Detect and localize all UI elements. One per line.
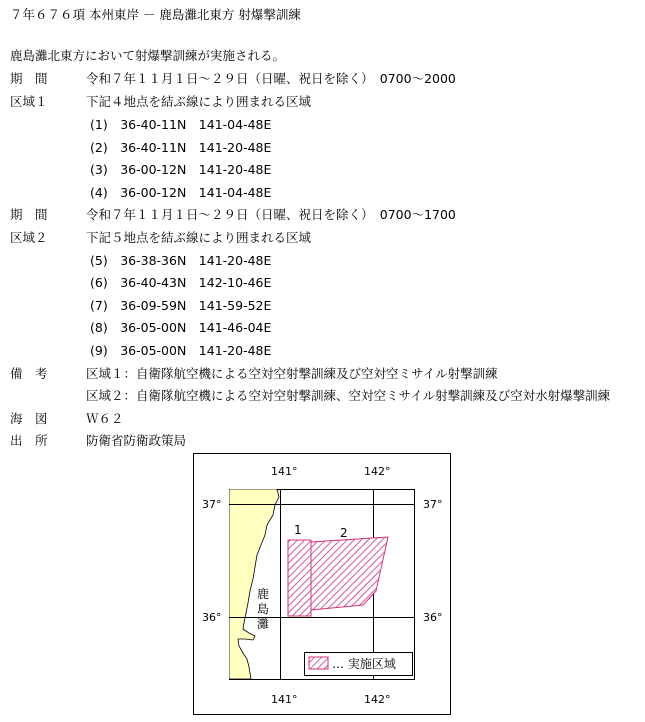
place-char-3: 灘 bbox=[257, 617, 270, 631]
lon-label-top-left: 141° bbox=[271, 465, 298, 478]
area2-label: 2 bbox=[340, 526, 348, 540]
source-value: 防衛省防衛政策局 bbox=[86, 433, 187, 448]
remarks-line: 区域１：自衛隊航空機による空対空射撃訓練及び空対空ミサイル射撃訓練 bbox=[86, 366, 498, 381]
remarks-line: 区域２：自衛隊航空機による空対空射撃訓練、空対空ミサイル射撃訓練及び空対水射爆撃訓練 bbox=[86, 388, 611, 403]
period1-value: 令和７年１１月１日～２９日（日曜、祝日を除く） 0700～2000 bbox=[86, 71, 456, 86]
area2-point: (9) 36-05-00N 141-20-48E bbox=[90, 343, 272, 358]
intro-text: 鹿島灘北東方において射爆撃訓練が実施される。 bbox=[10, 48, 286, 63]
legend-swatch bbox=[309, 657, 328, 669]
area1-point: (2) 36-40-11N 141-20-48E bbox=[90, 140, 272, 155]
area2-label: 区域２ bbox=[10, 230, 48, 245]
page-title: ７年６７６項 本州東岸 － 鹿島灘北東方 射爆撃訓練 bbox=[10, 7, 301, 22]
area2-point: (6) 36-40-43N 142-10-46E bbox=[90, 275, 272, 290]
lon-label-top-right: 142° bbox=[364, 465, 391, 478]
lon-label-bottom-left: 141° bbox=[271, 693, 298, 706]
place-char-1: 鹿 bbox=[257, 587, 270, 601]
remarks-label: 備 考 bbox=[10, 366, 48, 381]
area1-label: 区域１ bbox=[10, 94, 48, 109]
lon-label-bottom-right: 142° bbox=[364, 693, 391, 706]
period1-label: 期 間 bbox=[10, 71, 48, 86]
chart-label: 海 図 bbox=[10, 411, 48, 426]
source-label: 出 所 bbox=[10, 433, 48, 448]
area1-point: (1) 36-40-11N 141-04-48E bbox=[90, 117, 272, 132]
area1-point: (4) 36-00-12N 141-04-48E bbox=[90, 185, 272, 200]
period2-label: 期 間 bbox=[10, 207, 48, 222]
legend-label: … 実施区域 bbox=[332, 657, 396, 671]
chart-value: Ｗ６２ bbox=[86, 411, 124, 426]
place-char-2: 島 bbox=[257, 602, 270, 616]
area2-point: (7) 36-09-59N 141-59-52E bbox=[90, 298, 272, 313]
area2-point: (8) 36-05-00N 141-46-04E bbox=[90, 320, 272, 335]
lat-label-upper-right: 37° bbox=[423, 498, 443, 511]
lat-label-lower-right: 36° bbox=[423, 611, 443, 624]
area2-point: (5) 36-38-36N 141-20-48E bbox=[90, 253, 272, 268]
area2-desc: 下記５地点を結ぶ線により囲まれる区域 bbox=[86, 230, 312, 245]
area1-shape bbox=[288, 540, 311, 616]
area1-label: 1 bbox=[294, 523, 302, 537]
lat-label-lower-left: 36° bbox=[202, 611, 222, 624]
area1-point: (3) 36-00-12N 141-20-48E bbox=[90, 162, 272, 177]
lat-label-upper-left: 37° bbox=[202, 498, 222, 511]
area-map bbox=[193, 453, 451, 715]
period2-value: 令和７年１１月１日～２９日（日曜、祝日を除く） 0700～1700 bbox=[86, 207, 456, 222]
area1-desc: 下記４地点を結ぶ線により囲まれる区域 bbox=[86, 94, 312, 109]
